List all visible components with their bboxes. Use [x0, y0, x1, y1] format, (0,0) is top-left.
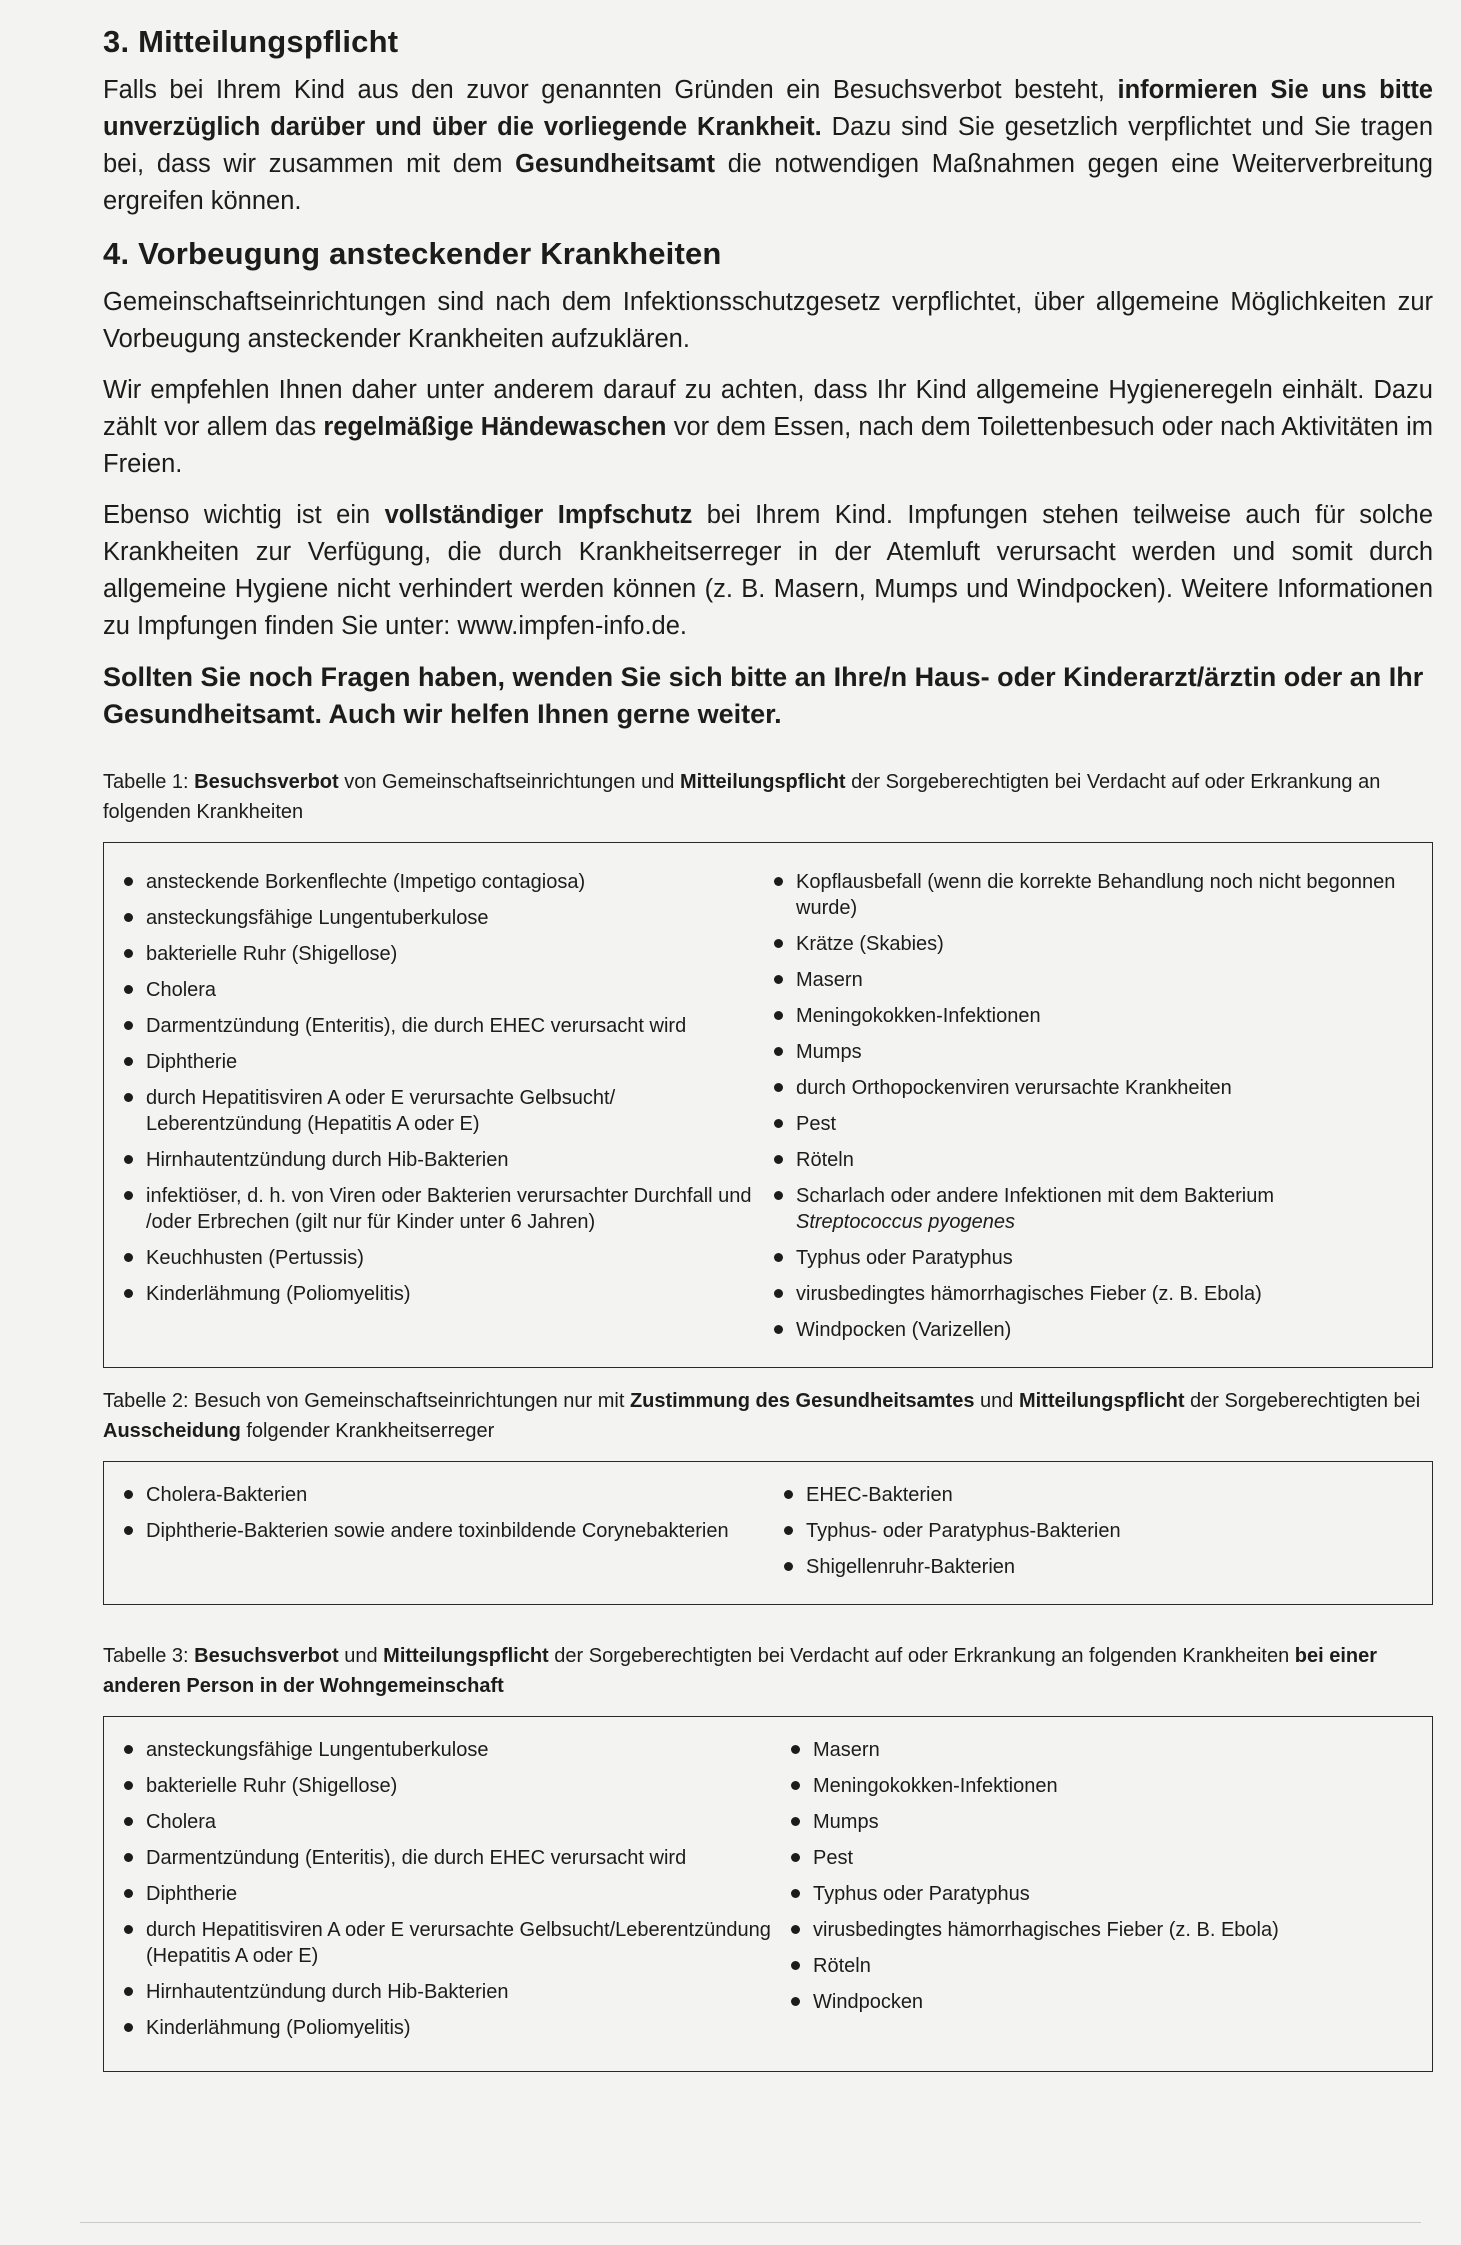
- list-item: Kinderlähmung (Poliomyelitis): [104, 2015, 771, 2041]
- text-run: Tabelle 1:: [103, 771, 195, 793]
- bold-run: Ausscheidung: [103, 1420, 241, 1442]
- text-run: der Sorgeberechtigten bei Verdacht auf oder Erkrankung an folgenden Krankheiten: [103, 771, 1381, 823]
- pathogen-list: [764, 1482, 1432, 1580]
- disease-table-1: [103, 842, 1433, 1368]
- disease-list: [104, 869, 754, 1307]
- paragraph: [103, 497, 1433, 645]
- text-run: die notwendigen Maßnahmen gegen eine Weiterverbreitung ergreifen können.: [103, 150, 1433, 215]
- text-run: Dazu sind Sie gesetzlich verpflichtet und Sie tragen bei, dass wir zusammen mit dem: [103, 113, 1434, 178]
- list-item: ansteckende Borkenflechte (Impetigo contagiosa): [104, 869, 754, 895]
- text-run: folgender Krankheitserreger: [240, 1420, 495, 1442]
- bold-run: Besuchsverbot: [194, 1645, 339, 1667]
- bold-run: regelmäßige Händewaschen: [323, 413, 667, 441]
- list-item: Meningokokken-Infektionen: [754, 1003, 1432, 1029]
- bold-run: Zustimmung des Gesundheitsamtes: [629, 1390, 975, 1412]
- list-item: Cholera-Bakterien: [104, 1482, 764, 1508]
- list-item: Hirnhautentzündung durch Hib-Bakterien: [104, 1979, 771, 2005]
- table-column-left: [104, 1737, 771, 2051]
- bold-run: Mitteilungspflicht: [1018, 1390, 1185, 1412]
- bold-run: Mitteilungspflicht: [383, 1645, 549, 1667]
- list-item: Kinderlähmung (Poliomyelitis): [104, 1281, 754, 1307]
- bold-run: informieren Sie uns bitte unverzüglich darüber und über die vorliegende Krankheit.: [103, 76, 1433, 141]
- list-item: Krätze (Skabies): [754, 931, 1432, 957]
- list-item: Cholera: [104, 1809, 771, 1835]
- list-item: durch Hepatitisviren A oder E verursachte Gelbsucht/ Leberentzündung (Hepatitis A oder E): [104, 1085, 754, 1137]
- text-run: der Sorgeberechtigten bei Verdacht auf oder Erkrankung an folgenden Krankheiten: [548, 1645, 1295, 1667]
- table-column-right: [764, 1482, 1432, 1590]
- section-mitteilungspflicht: [103, 24, 1433, 220]
- text-run: Scharlach oder andere Infektionen mit dem Bakterium: [796, 1185, 1275, 1207]
- text-run: von Gemeinschaftseinrichtungen und: [338, 771, 680, 793]
- list-item: durch Orthopockenviren verursachte Krankheiten: [754, 1075, 1432, 1101]
- list-item: EHEC-Bakterien: [764, 1482, 1432, 1508]
- list-item: durch Hepatitisviren A oder E verursachte Gelbsucht/Leberentzündung (Hepatitis A oder E): [104, 1917, 771, 1969]
- pathogen-list: [104, 1482, 764, 1544]
- list-item: Mumps: [771, 1809, 1432, 1835]
- bold-run: Mitteilungspflicht: [680, 771, 846, 793]
- list-item: ansteckungsfähige Lungentuberkulose: [104, 1737, 771, 1763]
- list-item: Windpocken (Varizellen): [754, 1317, 1432, 1343]
- paragraph: [103, 372, 1433, 483]
- disease-list: [771, 1737, 1432, 2015]
- table-caption-2: [103, 1386, 1433, 1446]
- disease-table-3: [103, 1716, 1433, 2072]
- list-item: bakterielle Ruhr (Shigellose): [104, 1773, 771, 1799]
- list-item: bakterielle Ruhr (Shigellose): [104, 941, 754, 967]
- list-item: Shigellenruhr-Bakterien: [764, 1554, 1432, 1580]
- bold-run: Gesundheitsamt: [515, 150, 715, 178]
- section-heading: 4. Vorbeugung ansteckender Krankheiten: [103, 236, 722, 271]
- text-run: vor dem Essen, nach dem Toilettenbesuch oder nach Aktivitäten im Freien.: [103, 413, 1433, 478]
- list-item: Masern: [754, 967, 1432, 993]
- bold-run: bei einer anderen Person in der Wohngemeinschaft: [103, 1645, 1378, 1697]
- table-column-right: [754, 869, 1432, 1353]
- list-item: Darmentzündung (Enteritis), die durch EHEC verursacht wird: [104, 1013, 754, 1039]
- list-item: Masern: [771, 1737, 1432, 1763]
- list-item: virusbedingtes hämorrhagisches Fieber (z. B. Ebola): [771, 1917, 1432, 1943]
- list-item: virusbedingtes hämorrhagisches Fieber (z. B. Ebola): [754, 1281, 1432, 1307]
- list-item: Darmentzündung (Enteritis), die durch EHEC verursacht wird: [104, 1845, 771, 1871]
- text-run: Tabelle 2: Besuch von Gemeinschaftseinrichtungen nur mit: [103, 1390, 630, 1412]
- paragraph: Gemeinschaftseinrichtungen sind nach dem Infektionsschutzgesetz verpflichtet, über allgemeine Möglichkeiten zur Vorbeugung ansteckender Krankheiten aufzuklären.: [103, 288, 1433, 353]
- list-item: Diphtherie: [104, 1881, 771, 1907]
- table-caption-1: [103, 767, 1433, 827]
- list-item: Diphtherie-Bakterien sowie andere toxinbildende Corynebakterien: [104, 1518, 764, 1544]
- bold-run: Besuchsverbot: [194, 771, 339, 793]
- species-name: Streptococcus pyogenes: [796, 1211, 1016, 1233]
- list-item: [754, 1183, 1432, 1235]
- paragraph: [103, 72, 1433, 220]
- list-item: Meningokokken-Infektionen: [771, 1773, 1432, 1799]
- text-run: und: [338, 1645, 384, 1667]
- section-vorbeugung: [103, 236, 1433, 733]
- table-column-left: [104, 869, 754, 1353]
- text-run: Falls bei Ihrem Kind aus den zuvor genannten Gründen ein Besuchsverbot besteht,: [103, 76, 1118, 104]
- table-column-left: [104, 1482, 764, 1590]
- text-run: Ebenso wichtig ist ein: [103, 501, 385, 529]
- table-caption-3: [103, 1641, 1433, 1701]
- list-item: Hirnhautentzündung durch Hib-Bakterien: [104, 1147, 754, 1173]
- list-item: Röteln: [754, 1147, 1432, 1173]
- list-item: infektiöser, d. h. von Viren oder Bakterien verursachter Durchfall und /oder Erbrechen (gilt nur für Kinder unter 6 Jahren): [104, 1183, 754, 1235]
- list-item: Typhus oder Paratyphus: [754, 1245, 1432, 1271]
- list-item: Kopflausbefall (wenn die korrekte Behandlung noch nicht begonnen wurde): [754, 869, 1432, 921]
- list-item: Windpocken: [771, 1989, 1432, 2015]
- list-item: Mumps: [754, 1039, 1432, 1065]
- page-bottom-rule: [80, 2222, 1421, 2223]
- text-run: und: [974, 1390, 1019, 1412]
- list-item: ansteckungsfähige Lungentuberkulose: [104, 905, 754, 931]
- table-column-right: [771, 1737, 1432, 2051]
- list-item: Typhus- oder Paratyphus-Bakterien: [764, 1518, 1432, 1544]
- document-content: [103, 24, 1433, 2072]
- list-item: Pest: [754, 1111, 1432, 1137]
- disease-list: [104, 1737, 771, 2041]
- list-item: Cholera: [104, 977, 754, 1003]
- list-item: Diphtherie: [104, 1049, 754, 1075]
- pathogen-table-2: [103, 1461, 1433, 1605]
- list-item: Keuchhusten (Pertussis): [104, 1245, 754, 1271]
- list-item: Pest: [771, 1845, 1432, 1871]
- text-run: Tabelle 3:: [103, 1645, 195, 1667]
- list-item: Typhus oder Paratyphus: [771, 1881, 1432, 1907]
- section-heading: 3. Mitteilungspflicht: [103, 24, 399, 59]
- text-run: Wir empfehlen Ihnen daher unter anderem darauf zu achten, dass Ihr Kind allgemeine Hygieneregeln einhält. Dazu zählt vor allem das: [103, 376, 1433, 441]
- disease-list: [754, 869, 1432, 1343]
- list-item: Röteln: [771, 1953, 1432, 1979]
- text-run: bei Ihrem Kind. Impfungen stehen teilweise auch für solche Krankheiten zur Verfügung, die durch Krankheitserreger in der Atemluft verursacht werden und somit durch allgemeine Hygiene nicht verhindert werden können (z. B. Masern, Mumps und Windpocken). Weitere Informationen zu Impfungen finden Sie unter: www.impfen-info.de.: [103, 501, 1433, 640]
- text-run: der Sorgeberechtigten bei: [1184, 1390, 1421, 1412]
- closing-note: Sollten Sie noch Fragen haben, wenden Sie sich bitte an Ihre/n Haus- oder Kinderarzt/ärztin oder an Ihr Gesundheitsamt. Auch wir helfen Ihnen gerne weiter.: [103, 662, 1424, 729]
- bold-run: vollständiger Impfschutz: [384, 501, 693, 529]
